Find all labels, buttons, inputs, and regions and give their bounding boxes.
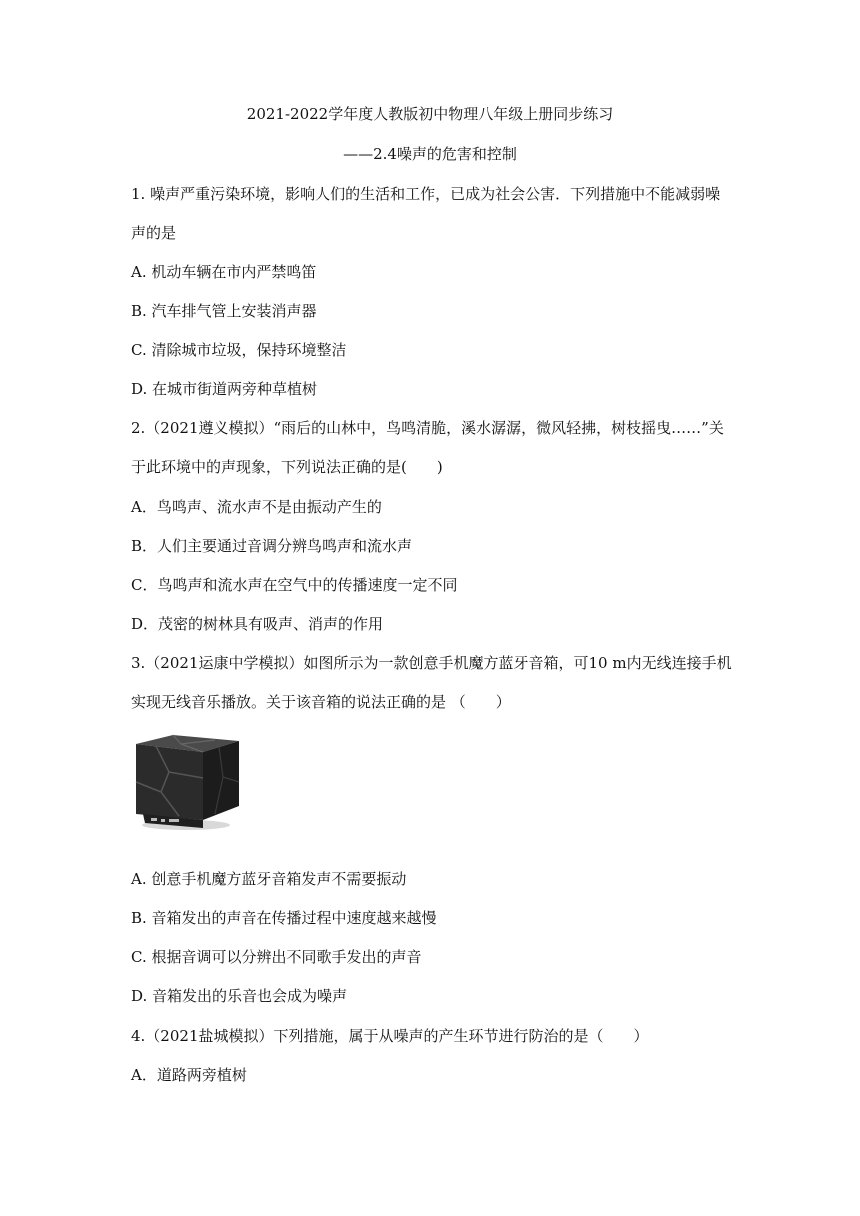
question-2-option-d: D．茂密的树林具有吸声、消声的作用: [131, 615, 384, 633]
question-2-option-b: B．人们主要通过音调分辨鸟鸣声和流水声: [131, 537, 413, 555]
bluetooth-cube-speaker-image: [131, 732, 245, 832]
question-1-option-c: C. 清除城市垃圾，保持环境整洁: [131, 341, 347, 359]
question-2-option-a: A．鸟鸣声、流水声不是由振动产生的: [131, 498, 382, 516]
question-2-stem-line-1: 2.（2021遵义模拟）“雨后的山林中，鸟鸣清脆，溪水潺潺，微风轻拂，树枝摇曳……”关: [131, 419, 724, 437]
question-1-option-a: A. 机动车辆在市内严禁鸣笛: [131, 263, 317, 281]
question-1-stem-line-2: 声的是: [131, 224, 177, 242]
question-2-stem-line-2: 于此环境中的声现象，下列说法正确的是( ): [131, 458, 443, 476]
question-3-stem-line-1: 3.（2021运康中学模拟）如图所示为一款创意手机魔方蓝牙音箱，可10 m内无线连接手机: [131, 654, 732, 672]
question-1-stem-line-1: 1. 噪声严重污染环境，影响人们的生活和工作，已成为社会公害．下列措施中不能减弱噪: [131, 185, 721, 203]
question-4-stem-line-1: 4.（2021盐城模拟）下列措施，属于从噪声的产生环节进行防治的是（ ）: [131, 1027, 649, 1045]
question-3-option-c: C. 根据音调可以分辨出不同歌手发出的声音: [131, 948, 422, 966]
question-3-stem-line-2: 实现无线音乐播放。关于该音箱的说法正确的是 （ ）: [131, 693, 511, 711]
question-3-option-b: B. 音箱发出的声音在传播过程中速度越来越慢: [131, 909, 437, 927]
question-3-option-d: D. 音箱发出的乐音也会成为噪声: [131, 987, 348, 1005]
question-4-option-a: A．道路两旁植树: [131, 1066, 247, 1084]
document-subtitle: ——2.4噪声的危害和控制: [343, 145, 517, 163]
question-3-option-a: A. 创意手机魔方蓝牙音箱发声不需要振动: [131, 870, 407, 888]
document-title: 2021-2022学年度人教版初中物理八年级上册同步练习: [246, 105, 614, 123]
question-2-option-c: C．鸟鸣声和流水声在空气中的传播速度一定不同: [131, 576, 458, 594]
question-1-option-d: D. 在城市街道两旁种草植树: [131, 380, 318, 398]
question-1-option-b: B. 汽车排气管上安装消声器: [131, 302, 317, 320]
